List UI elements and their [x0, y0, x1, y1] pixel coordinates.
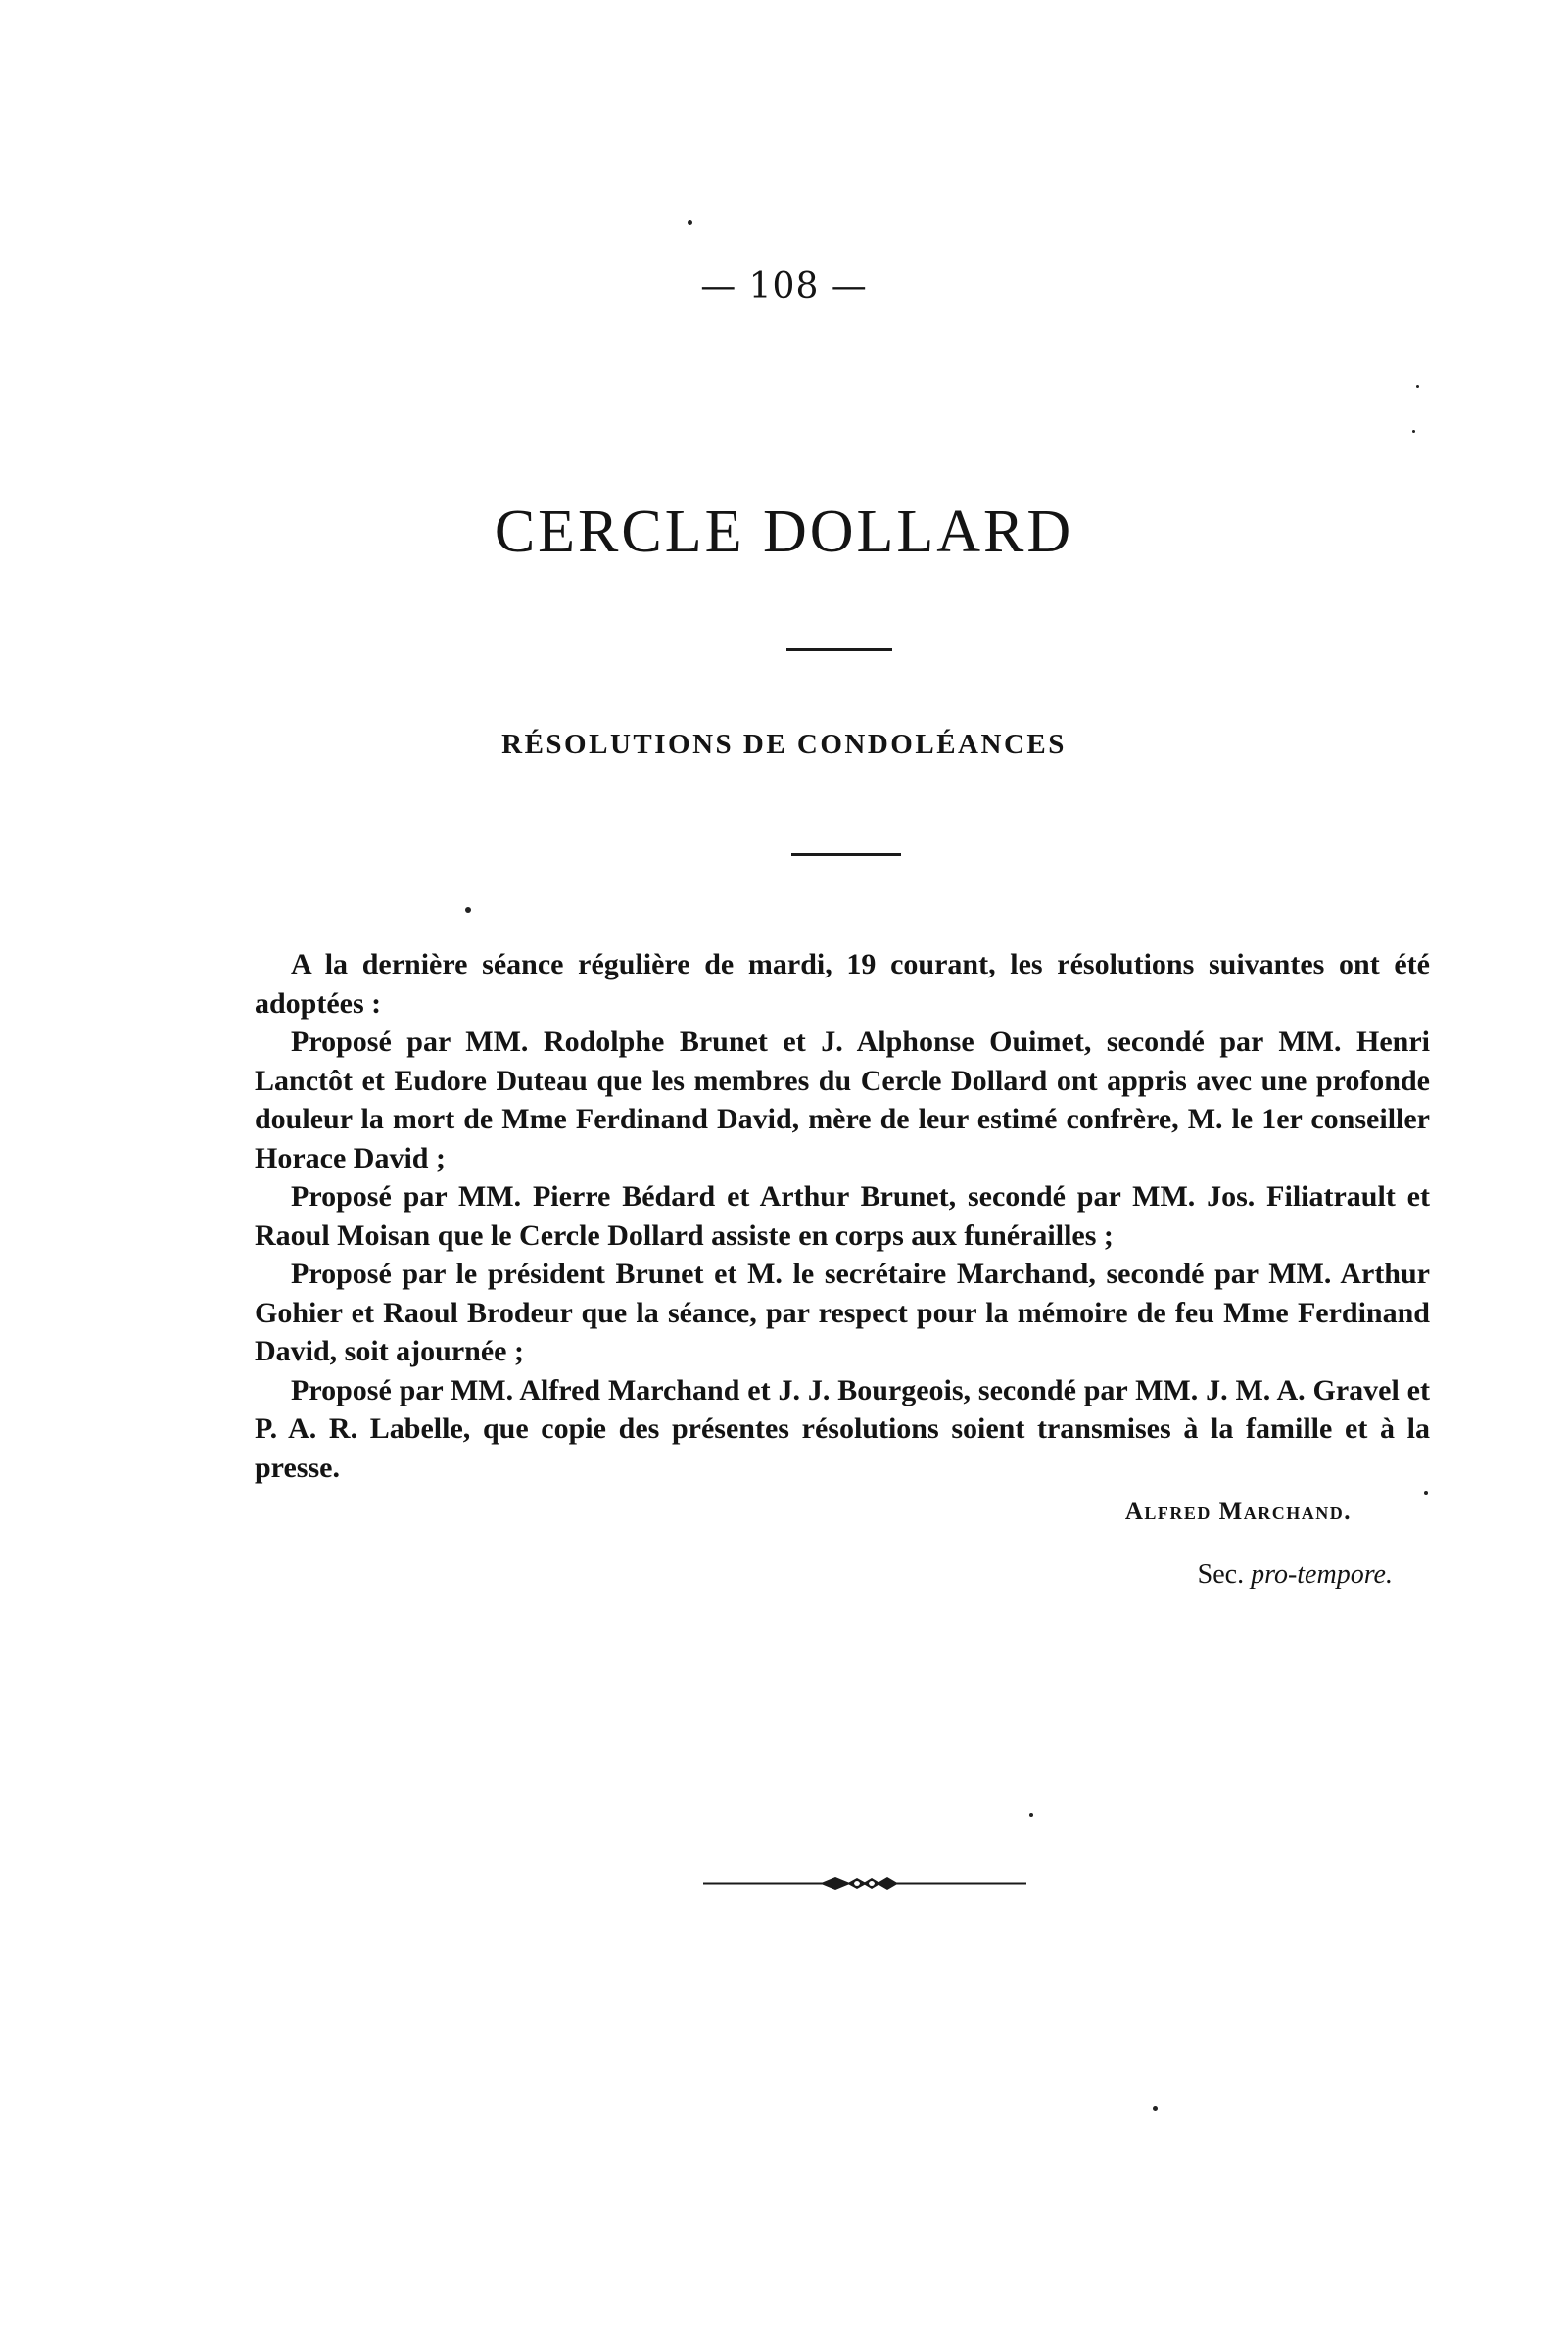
subtitle-divider: [791, 853, 901, 856]
stray-mark: [1029, 1813, 1033, 1817]
resolution-paragraph: Proposé par MM. Rodolphe Brunet et J. Alphonse Ouimet, secondé par MM. Henri Lanctôt et Eudore Duteau que les membres du Cercle Dollard ont appris avec une profonde douleur la mort de Mme Ferdinand David, mère de leur estimé confrère, M. le 1er conseiller Horace David ;: [255, 1025, 1430, 1174]
page-title: CERCLE DOLLARD: [494, 499, 1074, 565]
title-divider: [786, 648, 892, 651]
resolution-paragraph: Proposé par le président Brunet et M. le secrétaire Marchand, secondé par MM. Arthur Gohier et Raoul Brodeur que la séance, par respect pour la mémoire de feu Mme Ferdinand David, soit ajournée ;: [255, 1258, 1430, 1367]
stray-mark: [1416, 385, 1419, 388]
intro-paragraph: A la dernière séance régulière de mardi, 19 courant, les résolutions suivantes ont été adoptées :: [255, 948, 1430, 1020]
section-subtitle: RÉSOLUTIONS DE CONDOLÉANCES: [501, 729, 1067, 760]
signature-title-prefix: Sec.: [1197, 1559, 1245, 1590]
signature-title: [1038, 1559, 1393, 1591]
signature-name: Alfred Marchand.: [1124, 1499, 1352, 1525]
resolution-paragraph: Proposé par MM. Pierre Bédard et Arthur Brunet, secondé par MM. Jos. Filiatrault et Raoul Moisan que le Cercle Dollard assiste en corps aux funérailles ;: [255, 1180, 1430, 1252]
page-number: — 108 —: [700, 266, 868, 307]
stray-mark: [1412, 430, 1415, 433]
tailpiece-ornament-icon: [703, 1869, 1026, 1898]
stray-mark: [1153, 2106, 1158, 2111]
resolution-text: [255, 945, 1430, 1487]
stray-mark: [1424, 1491, 1428, 1495]
stray-mark: [688, 220, 692, 225]
signature-title-italic: pro-tempore.: [1251, 1559, 1393, 1590]
stray-mark: [465, 907, 471, 913]
resolution-paragraph: Proposé par MM. Alfred Marchand et J. J. Bourgeois, secondé par MM. J. M. A. Gravel et P. A. R. Labelle, que copie des présentes résolutions soient transmises à la famille et à la presse.: [255, 1373, 1430, 1484]
